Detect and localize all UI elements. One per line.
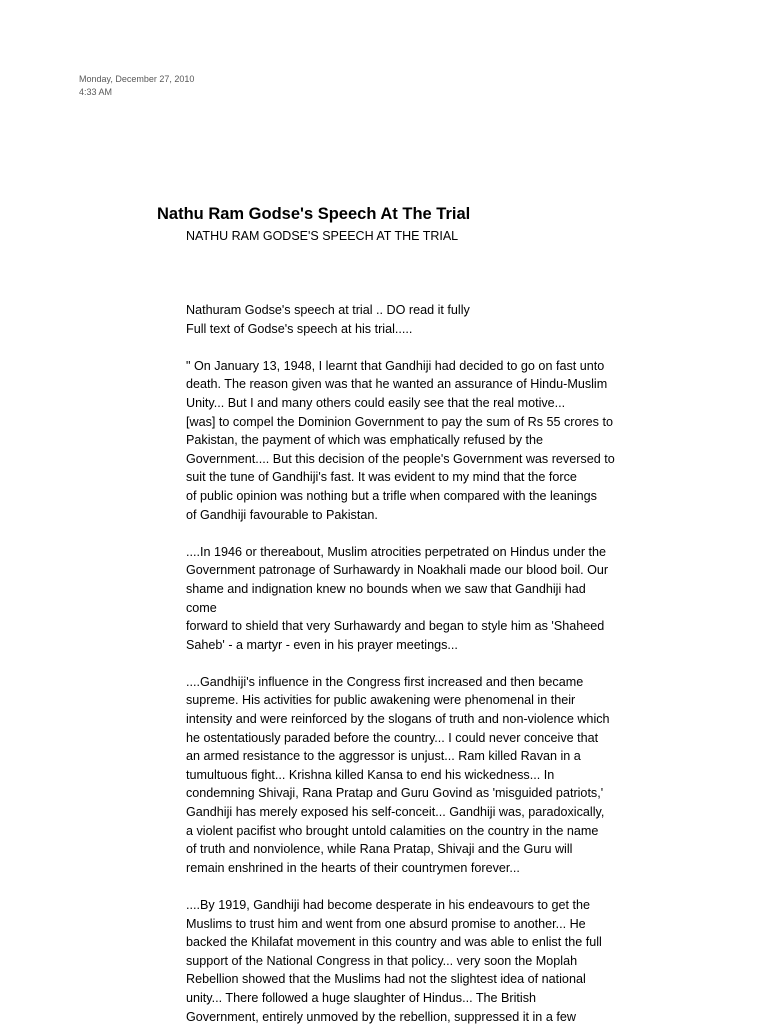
- body-text-line: unity... There followed a huge slaughter of Hindus... The British: [186, 990, 537, 1005]
- page-subtitle: NATHU RAM GODSE'S SPEECH AT THE TRIAL: [186, 229, 459, 243]
- paragraph-gap: [186, 338, 746, 357]
- body-text-line: remain enshrined in the hearts of their countrymen forever...: [186, 860, 520, 875]
- body-text-line: a violent pacifist who brought untold calamities on the country in the name: [186, 823, 599, 838]
- body-text-line: Nathuram Godse's speech at trial .. DO read it fully: [186, 303, 470, 317]
- paragraph-gap: [186, 654, 746, 673]
- body-text-line: ....By 1919, Gandhiji had become desperate in his endeavours to get the: [186, 898, 590, 912]
- body-text-line: death. The reason given was that he wanted an assurance of Hindu-Muslim: [186, 377, 608, 392]
- body-text-line: of Gandhiji favourable to Pakistan.: [186, 507, 378, 522]
- body-text-line: suit the tune of Gandhiji's fast. It was evident to my mind that the force: [186, 470, 577, 485]
- body-text-line: Gandhiji has merely exposed his self-conceit... Gandhiji was, paradoxically,: [186, 805, 605, 820]
- body-text-line: Saheb' - a martyr - even in his prayer meetings...: [186, 637, 458, 652]
- body-text-line: Unity... But I and many others could easily see that the real motive...: [186, 395, 566, 410]
- body-text-line: " On January 13, 1948, I learnt that Gandhiji had decided to go on fast unto: [186, 358, 605, 373]
- body-text-line: Pakistan, the payment of which was emphatically refused by the: [186, 433, 544, 448]
- body-text-line: of truth and nonviolence, while Rana Pratap, Shivaji and the Guru will: [186, 842, 573, 857]
- timestamp-block: [79, 73, 194, 99]
- body-text-line: Government.... But this decision of the people's Government was reversed to: [186, 451, 615, 466]
- document-body: [186, 301, 746, 1026]
- body-text-line: Rebellion showed that the Muslims had not the slightest idea of national: [186, 972, 586, 987]
- page-title: Nathu Ram Godse's Speech At The Trial: [157, 205, 471, 223]
- body-text-line: Government, entirely unmoved by the rebellion, suppressed it in a few: [186, 1009, 576, 1024]
- body-text-line: he ostentatiously paraded before the country... I could never conceive that: [186, 730, 599, 745]
- body-text-line: intensity and were reinforced by the slogans of truth and non-violence which: [186, 712, 610, 727]
- body-text-line: forward to shield that very Surhawardy and began to style him as 'Shaheed: [186, 619, 605, 634]
- body-text-line: backed the Khilafat movement in this country and was able to enlist the full: [186, 935, 602, 950]
- paragraph-gap: [186, 524, 746, 543]
- body-text-line: Government patronage of Surhawardy in Noakhali made our blood boil. Our: [186, 563, 609, 578]
- body-text-line: ....Gandhiji's influence in the Congress first increased and then became: [186, 674, 584, 689]
- body-text-line: condemning Shivaji, Rana Pratap and Guru Govind as 'misguided patriots,': [186, 786, 604, 801]
- body-text-line: supreme. His activities for public awakening were phenomenal in their: [186, 693, 576, 708]
- body-text-line: ....In 1946 or thereabout, Muslim atrocities perpetrated on Hindus under the: [186, 544, 607, 559]
- body-text-line: come: [186, 600, 217, 615]
- body-text-line: shame and indignation knew no bounds when we saw that Gandhiji had: [186, 581, 586, 596]
- body-text-line: support of the National Congress in that policy... very soon the Moplah: [186, 953, 578, 968]
- timestamp-date: Monday, December 27, 2010: [79, 74, 195, 84]
- paragraph-gap: [186, 877, 746, 896]
- body-text-line: Full text of Godse's speech at his trial.....: [186, 321, 413, 336]
- body-text-line: an armed resistance to the aggressor is unjust... Ram killed Ravan in a: [186, 749, 581, 764]
- body-text-line: [was] to compel the Dominion Government to pay the sum of Rs 55 crores to: [186, 414, 613, 429]
- body-text-line: Muslims to trust him and went from one absurd promise to another... He: [186, 916, 586, 931]
- timestamp-time: 4:33 AM: [79, 87, 113, 97]
- body-text-line: of public opinion was nothing but a trifle when compared with the leanings: [186, 488, 597, 503]
- body-text-line: tumultuous fight... Krishna killed Kansa to end his wickedness... In: [186, 767, 555, 782]
